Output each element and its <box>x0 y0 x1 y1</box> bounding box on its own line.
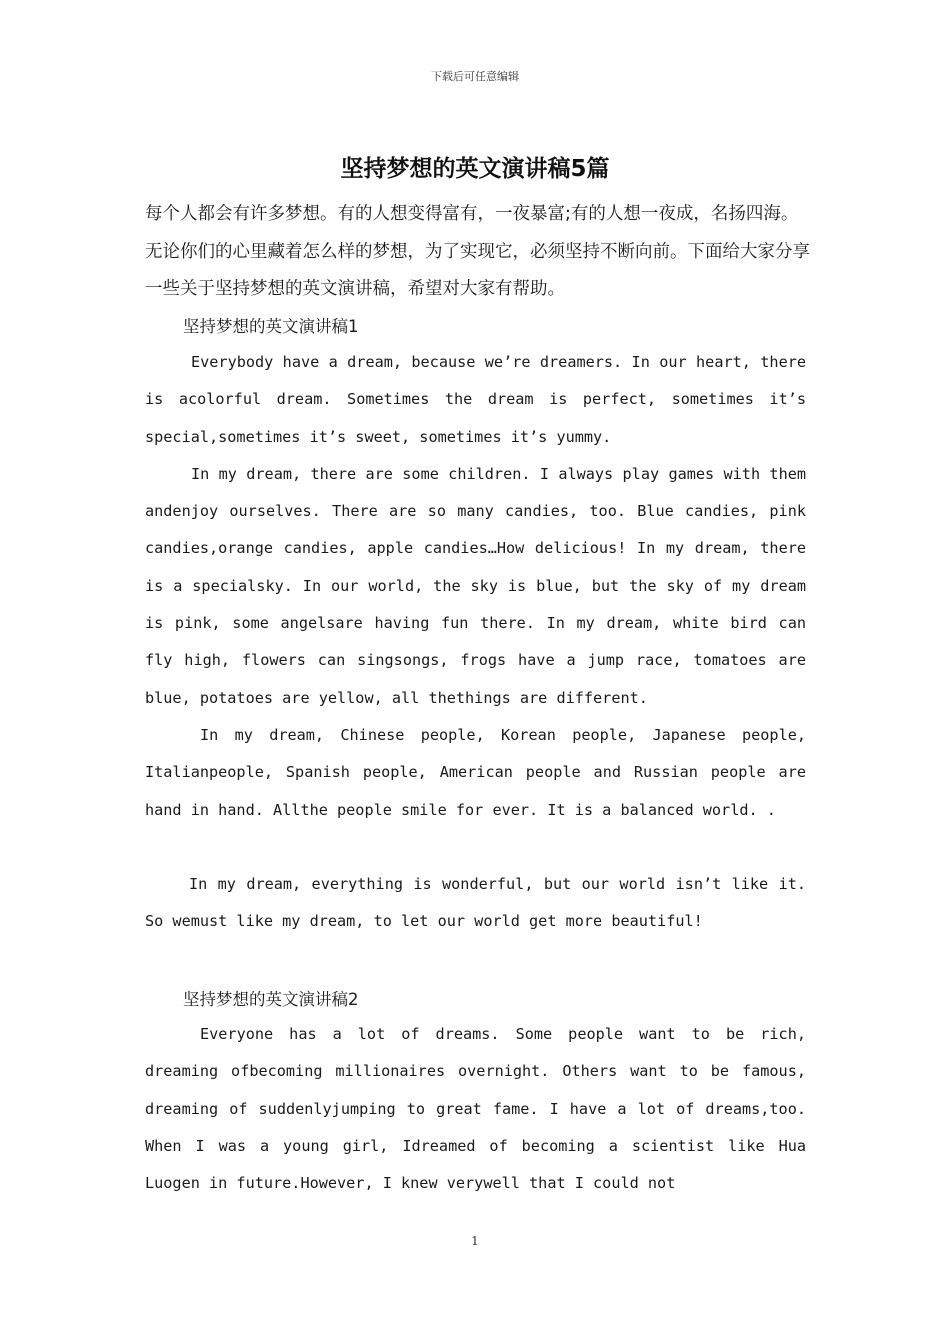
intro-paragraph: 每个人都会有许多梦想。有的人想变得富有，一夜暴富;有的人想一夜成，名扬四海。无论你们的心里藏着怎么样的梦想，为了实现它，必须坚持不断向前。下面给大家分享一些关于坚持梦想的英文演讲稿，希望对大家有帮助。 <box>145 204 810 299</box>
page-header: 下载后可任意编辑 <box>431 70 519 83</box>
section-2-heading: 坚持梦想的英文演讲稿2 <box>183 990 359 1009</box>
section-1-paragraph-2: In my dream, there are some children. I always play games with them andenjoy ourselves. There are so many candies, too. Blue candies, pink candies,orange candies, apple candies…How delicious! In my dream, there is a specialsky. In our world, the sky is blue, but the sky of my dream is pink, some angelsare having fun there. In my dream, white bird can fly high, flowers can singsongs, frogs have a jump race, tomatoes are blue, potatoes are yellow, all thethings are different. <box>145 464 806 707</box>
section-1-paragraph-4: In my dream, everything is wonderful, but our world isn’t like it. So wemust like my dream, to let our world get more beautiful! <box>145 874 806 931</box>
document-title: 坚持梦想的英文演讲稿5篇 <box>340 156 610 182</box>
section-1-paragraph-3: In my dream, Chinese people, Korean people, Japanese people, Italianpeople, Spanish people, American people and Russian people are hand in hand. Allthe people smile for ever. It is a balanced world. . <box>145 725 806 819</box>
section-1-body <box>145 344 806 940</box>
page-number: 1 <box>471 1234 479 1248</box>
section-2-body <box>145 1016 806 1202</box>
section-2-paragraph-1: Everyone has a lot of dreams. Some people want to be rich, dreaming ofbecoming millionaires overnight. Others want to be famous, dreaming of suddenlyjumping to great fame. I have a lot of dreams,too. When I was a young girl, Idreamed of becoming a scientist like Hua Luogen in future.However, I knew verywell that I could not <box>145 1025 806 1193</box>
section-1-heading: 坚持梦想的英文演讲稿1 <box>183 317 359 336</box>
section-1-paragraph-1: Everybody have a dream, because we’re dreamers. In our heart, there is acolorful dream. Sometimes the dream is perfect, sometimes it’s special,sometimes it’s sweet, sometimes it’s yummy. <box>145 353 806 446</box>
